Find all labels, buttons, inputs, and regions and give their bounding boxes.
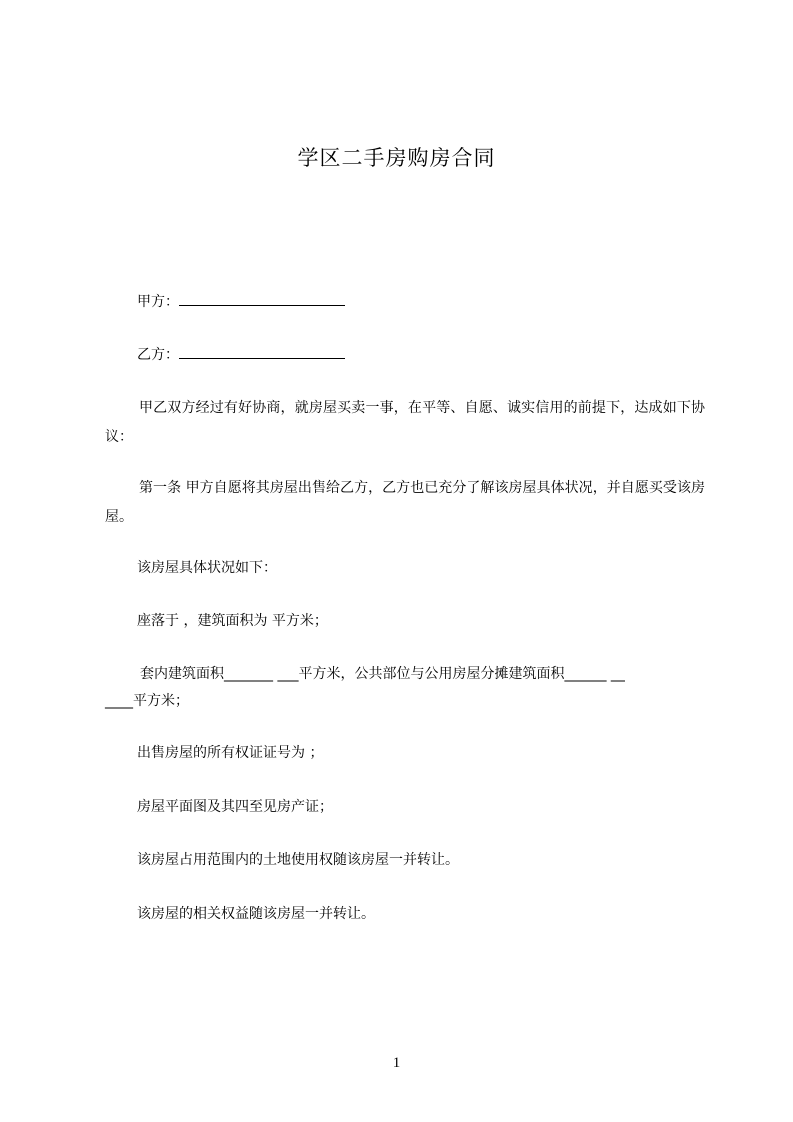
certificate-line: 出售房屋的所有权证证号为 ； bbox=[137, 745, 324, 761]
document-title: 学区二手房购房合同 bbox=[297, 146, 496, 170]
floor-plan-line: 房屋平面图及其四至见房产证； bbox=[137, 799, 333, 815]
party-a-line bbox=[137, 291, 345, 312]
intro-paragraph: 甲乙双方经过有好协商，就房屋买卖一事，在平等、自愿、诚实信用的前提下，达成如下协议： bbox=[105, 400, 705, 445]
article-1-paragraph: 第一条 甲方自愿将其房屋出售给乙方，乙方也已充分了解该房屋具体状况，并自愿买受该房屋。 bbox=[105, 480, 705, 525]
party-b-blank bbox=[179, 344, 345, 359]
land-use-line: 该房屋占用范围内的土地使用权随该房屋一并转让。 bbox=[137, 852, 459, 868]
party-a-label: 甲方： bbox=[137, 294, 179, 310]
status-heading: 该房屋具体状况如下： bbox=[137, 560, 277, 576]
party-a-blank bbox=[179, 291, 345, 306]
inner-area-line-1: 套内建筑面积_______ ___平方米，公共部位与公用房屋分摊建筑面积______ __ bbox=[140, 666, 625, 682]
party-b-line bbox=[137, 344, 345, 365]
page-number: 1 bbox=[392, 1055, 401, 1071]
inner-area-line-2: ____平方米； bbox=[105, 693, 189, 709]
rights-line: 该房屋的相关权益随该房屋一并转让。 bbox=[137, 906, 375, 922]
party-b-label: 乙方： bbox=[137, 347, 179, 363]
location-line: 座落于 ，建筑面积为 平方米； bbox=[137, 613, 328, 629]
